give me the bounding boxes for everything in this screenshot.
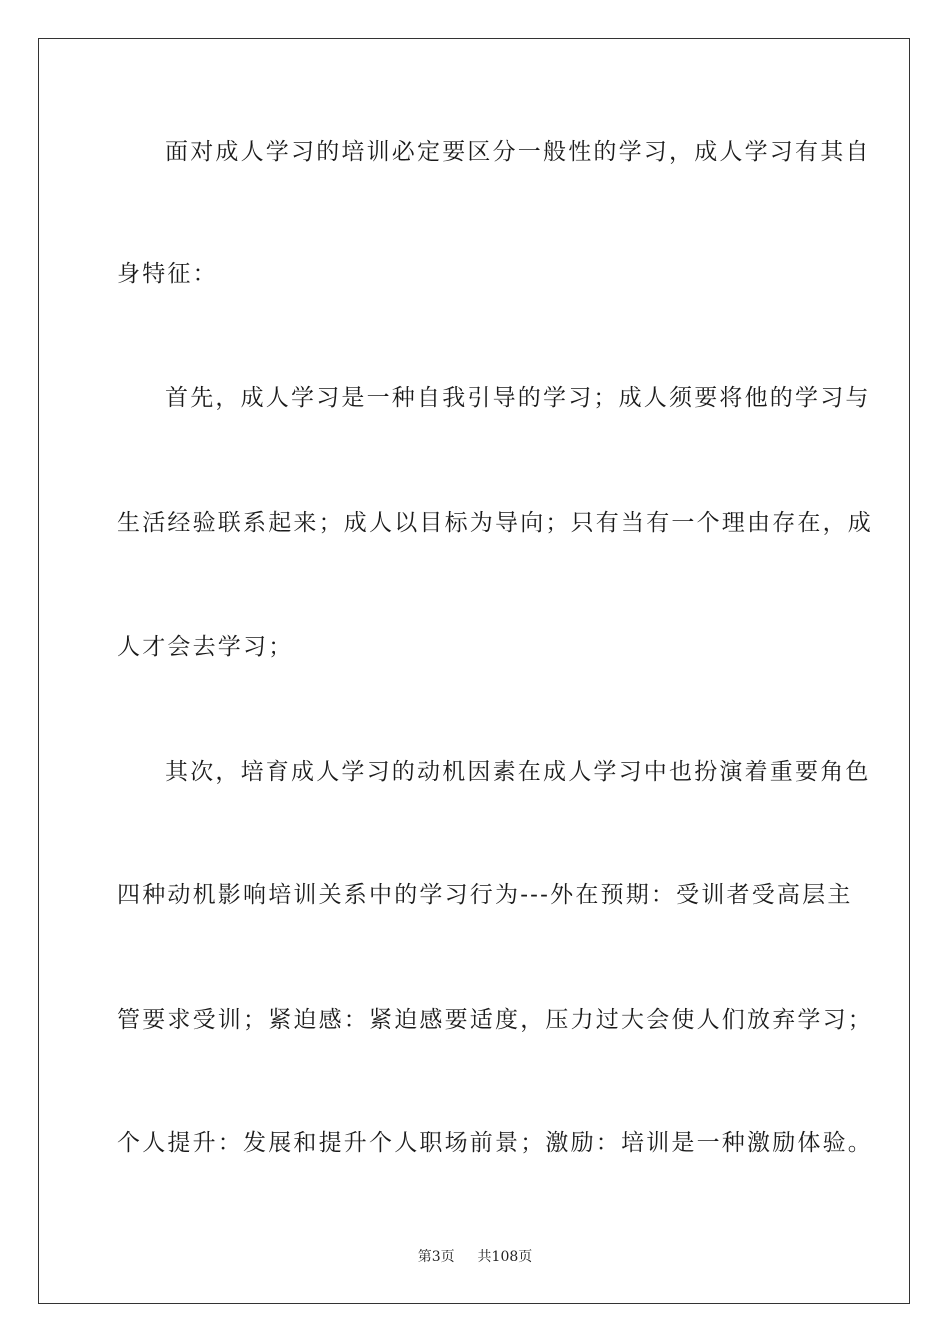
page-footer — [0, 1246, 950, 1266]
paragraph-3-line-3: 管要求受训；紧迫感：紧迫感要适度，压力过大会使人们放弃学习； — [117, 1007, 873, 1033]
paragraph-2-line-1: 首先，成人学习是一种自我引导的学习；成人须要将他的学习与 — [165, 385, 871, 411]
paragraph-1-line-1: 面对成人学习的培训必定要区分一般性的学习，成人学习有其自 — [165, 139, 871, 165]
paragraph-2-line-2: 生活经验联系起来；成人以目标为导向；只有当有一个理由存在，成 — [117, 510, 873, 536]
page-total: 共108页 — [477, 1249, 533, 1265]
page-number: 第3页 — [417, 1249, 455, 1265]
page-frame — [38, 38, 910, 1304]
paragraph-1-line-2: 身特征： — [117, 261, 218, 287]
paragraph-3-line-1: 其次，培育成人学习的动机因素在成人学习中也扮演着重要角色 — [165, 759, 871, 785]
paragraph-3-line-2: 四种动机影响培训关系中的学习行为---外在预期：受训者受高层主 — [117, 882, 853, 908]
paragraph-2-line-3: 人才会去学习； — [117, 634, 294, 660]
paragraph-3-line-4: 个人提升：发展和提升个人职场前景；激励：培训是一种激励体验。 — [117, 1130, 873, 1156]
